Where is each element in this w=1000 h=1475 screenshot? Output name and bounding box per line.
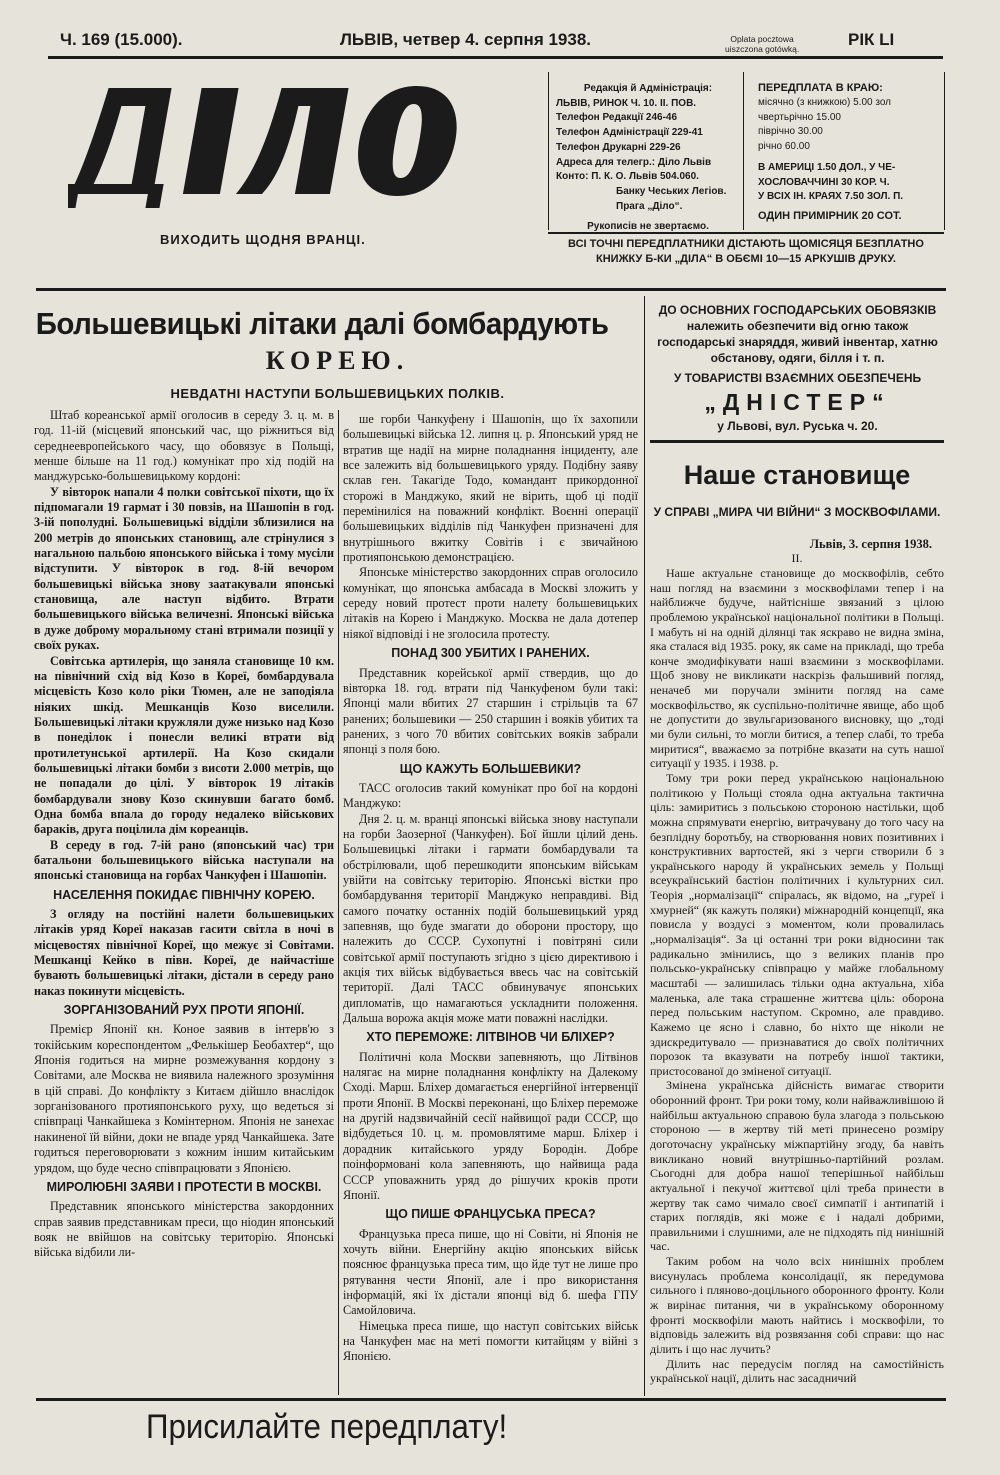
paragraph: З огляду на постійні налети большевицьких літаків уряд Кореї наказав гасити світла в ночі в місцевостях північної Кореї, що межує зі Совітами. Мешканці Кейко в півн. Кореї, де найчастіше бувають большевицькі літаки, дістали в середу рано наказ покинути місцевість. [34,907,334,998]
article2-subhead: У СПРАВІ „МИРА ЧИ ВІЙНИ“ З МОСКВОФІЛАМИ. [653,505,941,519]
advert-brand: „ДНІСТЕР“ [704,389,891,415]
advert-line-2: належить обезпечити від огню також господарські знаряддя, живий інвентар, хатню обстанову, одяги, білля і т. п. [657,319,938,365]
box-rule [548,232,944,234]
subscription-line: У ВСІХ ІН. КРАЯХ 7.50 ЗОЛ. П. [758,191,904,203]
paragraph: Змінена українська дійсність вимагає створити оборонний фронт. Три роки тому, коли найважливішою й найбільш актуальною справою була злагода з польською стороною — в жертву тій меті принесено розміру доготочасну українську міжпартійну згоду, ба навіть викликано новий внутрішньо-партійний розлам. Сьогодні для добра нашої теперішньої найбільш актуальної і пекучої життєвої цілі треба принести в жертву так само чимало своєї симпатії і антипатій і старих поглядів, які може є і надалі добрими, правильними і слушними, але не підходять під нинішній час. [650,1078,944,1254]
editorial-line: Адреса для телегр.: Діло Львів [556,156,712,168]
article1-column-2 [343,412,638,1365]
paragraph: Французька преса пише, що ні Совіти, ні Японія не хочуть війни. Енергійну акцію японських військ пояснює французька преса тим, що йде тут не лише про рятування чести Японії, але і про використання інформацій, які їх дістали японці від б. шефа ГПУ Самойловича. [343,1226,638,1318]
subscription-line: місячно (з книжкою) 5.00 зол [758,97,891,108]
paragraph: Ділить нас передусім погляд на самостійність української нації, ділить нас засадничий [650,1356,944,1386]
paragraph: Совітська артилерія, що заняла становище 10 км. на північний схід від Козо в Кореї, бомбардувала місцевість Козо коло ріки Тюмен, але не заподіяла ніяких шкід. Мешканців Козо виселили. Большевицькі літаки кружляли дуже низько над Козо в понеділок і понесли великі втрати від протилетунської артилерії. На Козо скидали большевицькі літаки бомби з висоти 2.000 метрів, що не попадали до цілі. У вівторок 19 літаків бомбардували знову Козо скинувши багато бомб. Одна бомба впала до городу недалеко військових бараків, друга поцілила дім кореанців. [34,653,334,837]
top-rule [48,56,943,59]
paragraph: В середу в год. 7-ій рано (японський час) три батальони большевицького війська наступали на японські становища на горбах Чанкуфен і Шашопін. [34,837,334,883]
editorial-line: Телефон Друкарні 229-26 [556,141,681,153]
dnister-advert [650,302,945,434]
section-heading: ЗОРГАНІЗОВАНИЙ РУХ ПРОТИ ЯПОНІЇ. [63,1003,305,1018]
editorial-line: Рукописів не звертаємо. [587,221,709,233]
paragraph: Таким робом на чоло всіх нинішніх проблем висунулась проблема консолідації, як передумова сильного і пляново-доцільного оборонного фронту. Коли ж вирінає питання, чи в українському оборонному фронті москвофіли мають найтись і москвофіли, то відповідь залежить від розвязання собі справи: що нас ділить і що нас лучить? [650,1254,944,1356]
advert-line-3: У ТОВАРИСТВІ ВЗАЄМНИХ ОБЕЗПЕЧЕНЬ [673,371,922,385]
editorial-line: Прага „Діло“. [616,200,683,212]
subscription-line: річно 60.00 [758,141,810,153]
notice-line-1: ВСІ ТОЧНІ ПЕРЕДПЛАТНИКИ ДІСТАЮТЬ ЩОМІСЯЦЯ БЕЗПЛАТНО [568,238,924,250]
subscription-line: В АМЕРИЦІ 1.50 ДОЛ., У ЧЕ- [758,161,896,173]
advert-line-1: ДО ОСНОВНИХ ГОСПОДАРСЬКИХ ОБОВЯЗКІВ [658,303,937,317]
paragraph: Німецька преса пише, що наступ совітських військ на Чанкуфен має на меті помогти китайцям у війні з Японією. [343,1318,638,1364]
article2-body [650,566,944,1386]
editorial-line: Телефон Редакції 246-46 [556,112,678,124]
paragraph: Представник корейської армії ствердив, що до вівторка 18. год. втрати під Чанкуфеном були такі: Японці мали вбитих 27 старшин і стрільців та 67 ранених; большевики — 250 старшин і вояків убитих та ранених, з чого 70 вбитих совітських вояків забрали японці з поля бою. [343,665,638,757]
notice-line-2: КНИЖКУ Б-КИ „ДІЛА“ В ОБЄМІ 10—15 АРКУШІВ ДРУКУ. [596,253,896,265]
subscription-banner: Присилайте передплату! [146,1408,508,1446]
editorial-line: ЛЬВІВ, РИНОК Ч. 10. II. ПОВ. [556,97,697,109]
section-heading: ЩО КАЖУТЬ БОЛЬШЕВИКИ? [399,761,582,776]
paragraph: ше горби Чанкуфену і Шашопін, що їх захопили большевицькі війська 12. липня ц. р. Японський уряд не втратив ще надії на мирне поладнання інциденту, але все залежить від большевицького уряду. Подібну заяву склав ген. Такагіде Тодо, командант прикордонної сторожі в Манджуко, який не вірить, щоб ці події переміниліся на поважний конфлікт. Воєнні операції большевицьких відділів під Чанкуфен призначені для внутрішнього вжитку Совітів і є звичайною протияпонською демонстрацією. [343,412,638,565]
postage-note [725,34,799,54]
article2-headline: Наше становище [683,460,911,490]
paragraph: Політичні кола Москви запевняють, що Літвінов налягає на мирне поладнання конфлікту на Далекому Сході. Марш. Бліхер домагається енергійної інтервенції проти Японії. В Москві переконані, що Бліхер переможе на другій надзвичайній сесії найвищої ради СССР, що відбудеться 10. ц. м. промовлятиме марш. Бліхер і дорадник китайського уряду Бородін. Добре поінформовані кола запевняють, що найвища рада СССР уповажнить уряд до рішучих кроків проти Японії. [343,1049,638,1202]
subscriber-notice [548,237,944,267]
subscription-line: ОДИН ПРИМІРНИК 20 СОТ. [758,209,902,222]
article1-headline: Большевицькі літаки далі бомбардують [35,306,609,341]
paragraph: Дня 2. ц. м. вранці японські війська знову наступали на горби Заозерної (Чанкуфен). Бої йшли цілий день. Большевицькі літаки і гармати бомбардували та обстрілювали, щоб перешкодити японським військам увійти на совітську територію. Японські вістки про бомбардування території Манджуко неправдиві. Від самого початку останніх подій большевицький уряд запевняв, що буде змагати до оборони простору, що належить до СССР. Сухопутні і повітряні сили совітської армії поступають згідно з цією директивою і акція тих військ відбувається ввесь час на совітській території. Далі ТАСС обвинувачує японських дипломатів, що намагаються ускладнити положення. Дальша ворожа акція може мати поважні наслідки. [343,811,638,1026]
article1-headline-2: КОРЕЮ. [265,346,410,375]
section-heading: ЩО ПИШЕ ФРАНЦУСЬКА ПРЕСА? [385,1207,596,1222]
subscription-line: ПЕРЕДПЛАТА В КРАЮ: [758,82,883,94]
paragraph: Штаб кореанської армії оголосив в середу 3. ц. м. в год. 11-ій (місцевий японський час, що ріжниться від середнеевропейського часу, що обовязує в Польщі, менше більше на 11 год.) комунікат про хід подій на манджурсько-большевицькому кордоні: [34,408,334,484]
editorial-line: Конто: П. К. О. Львів 504.060. [556,171,699,183]
article2-part: II. [791,551,803,565]
issue-number: Ч. 169 (15.000). [60,30,183,49]
subscription-info [758,80,942,224]
masthead-rule [36,288,946,291]
section-heading: ПОНАД 300 УБИТИХ І РАНЕНИХ. [391,646,590,661]
masthead-logo [68,80,463,210]
editorial-line: Телефон Адміністрації 229-41 [556,127,703,139]
column-divider [644,296,645,1396]
subscription-line: піврічно 30.00 [758,126,823,138]
section-heading: НАСЕЛЕННЯ ПОКИДАЄ ПІВНІЧНУ КОРЕЮ. [53,887,315,902]
advert-rule [650,440,944,443]
editorial-info [556,82,740,235]
article2-dateline: Львів, 3. серпня 1938. [809,537,932,551]
postage-line-1: Oplata pocztowa [730,34,794,44]
paragraph: ТАСС оголосив такий комунікат про бої на кордоні Манджуко: [343,780,638,811]
editorial-line: Редакція й Адміністрація: [583,83,713,94]
section-heading: МИРОЛЮБНІ ЗАЯВИ І ПРОТЕСТИ В МОСКВІ. [46,1179,322,1194]
article1-subhead: НЕВДАТНІ НАСТУПИ БОЛЬШЕВИЦЬКИХ ПОЛКІВ. [170,386,505,401]
subscription-line: ХОСЛОВАЧЧИНІ 30 КОР. Ч. [758,176,890,188]
tagline: ВИХОДИТЬ ЩОДНЯ ВРАНЦІ. [160,232,366,247]
column-divider [338,410,339,1395]
paragraph: Премієр Японії кн. Коное заявив в інтерв'ю з токійським кореспондентом „Фелькішер Беобахтер“, що Японія годиться на мирне розмежування кордону з Совітами, але Москва не виявила належного зрозуміння в цій справі. До конфлікту з Китаєм дійшло внаслідок зорганізованого протияпонського руху, що ведеться зі співпраці Чанкайшека з Комінтерном. Японія не занехає накиненої їй війни, доки не впаде уряд Чанкайшека. Зате годиться переговорювати з кожним іншим китайським урядом, що буде чесно співпрацювати з Японією. [34,1022,334,1175]
paragraph: У вівторок напали 4 полки совітської піхоти, що їх підпомагали 19 гармат і 30 повзів, на Шашопін в год. 3-ій пополудні. Большевицькі відділи зблизилися на 200 метрів до японських становищ, але стрінулися з нагальною пальбою японського війська і тому мусіли відступити. У вівторок в год. 8-ій вечором большевицькі війська знову заатакували японські становища, але наступ відбито. Втрати большевицького війська величезні. Японські війська в дуже доброму моральному стані втримали позиції у своїх руках. [34,484,334,653]
year-label: РІК LI [848,30,895,49]
paragraph: Японське міністерство закордонних справ оголосило комунікат, що японська амбасада в Москві зложить у середу новий протест проти налету большевицьких літаків на Корею і Манджуко. Москва не дала дотепер ніякої відповіді і не зголосила протесту. [343,565,638,641]
section-heading: ХТО ПЕРЕМОЖЕ: ЛІТВІНОВ ЧИ БЛІХЕР? [366,1030,615,1045]
paragraph: Представник японського міністерства закордонних справ заявив представникам преси, що ніодин японський вояк не ввійшов на совітську територію. Японські війська відбили ли- [34,1199,334,1260]
editorial-line: Банку Чеських Легіов. [616,185,727,197]
footer-rule [36,1398,946,1401]
place-date: ЛЬВІВ, четвер 4. серпня 1938. [340,30,591,49]
article1-column-1 [34,408,334,1261]
postage-line-2: uiszczona gotówką. [725,44,800,54]
advert-address: у Львові, вул. Руська ч. 20. [717,419,878,433]
paragraph: Наше актуальне становище до москвофілів, себто наш погляд на взаємини з москвофілами тепер і на найближче будуче, найтісніше звязаний з цілою проблемою української національної політики в Польщі. І мабуть ні на одній ділянці так яскраво не видна зміна, яка сталася від 1935. року, як саме на прикладі, що треба конче змодифікувати наші взаємини з москвофілами. Щоб знову не викликати наскрізь фальшивий погляд, неначеб ми поручали змінити погляд на саме москвофільство, як суспільно-політичне явище, або щоб не допустити до звульгаризованого висновку, що „тоді ми були сильні, то могли битися, а тепер слабі, то треба миритися“, вважаємо за потрібне вказати на суть нашої ситуації у 1935. і 1938. р. [650,566,944,771]
subscription-line: чвертьрічно 15.00 [758,111,841,123]
paragraph: Тому три роки перед українською національною політикою у Польщі стояла одна актуальна тактична ціль: замиритись з польською стороною настільки, щоб можна спрямувати енергію, витрачувану до того часу на безплідну боротьбу, на створювання нових позитивних і конструктивних вартостей, які з черги створили б з українського народу й українських земель у Польщі всеукраїнський бастіон політичних і культурних сил. Теорія „нормалізації“ спіралась, як відомо, на „гуреї і хмурней“ (як кажуть поляки) міжнародній концепції, яка повисла у воздусі з моментом, коли провалилась „нормалізація“. За ці останні три роки відносини так радикально змінились, що з великих планів про польсько-українську співпрацю у майже глобальному масштабі — залишилась тільки одна актуальна, хіба маленька, але така страшенне життєва ціль: оборона перед польським наступом. Скромно, але правдиво. Кажемо це ясно і славно, бо ніхто ще ніколи не здискредитувало — признаватися до своїх політичних порозок та вказувати на потребу іншої тактики, пристосованої до зміненої ситуації. [650,770,944,1078]
